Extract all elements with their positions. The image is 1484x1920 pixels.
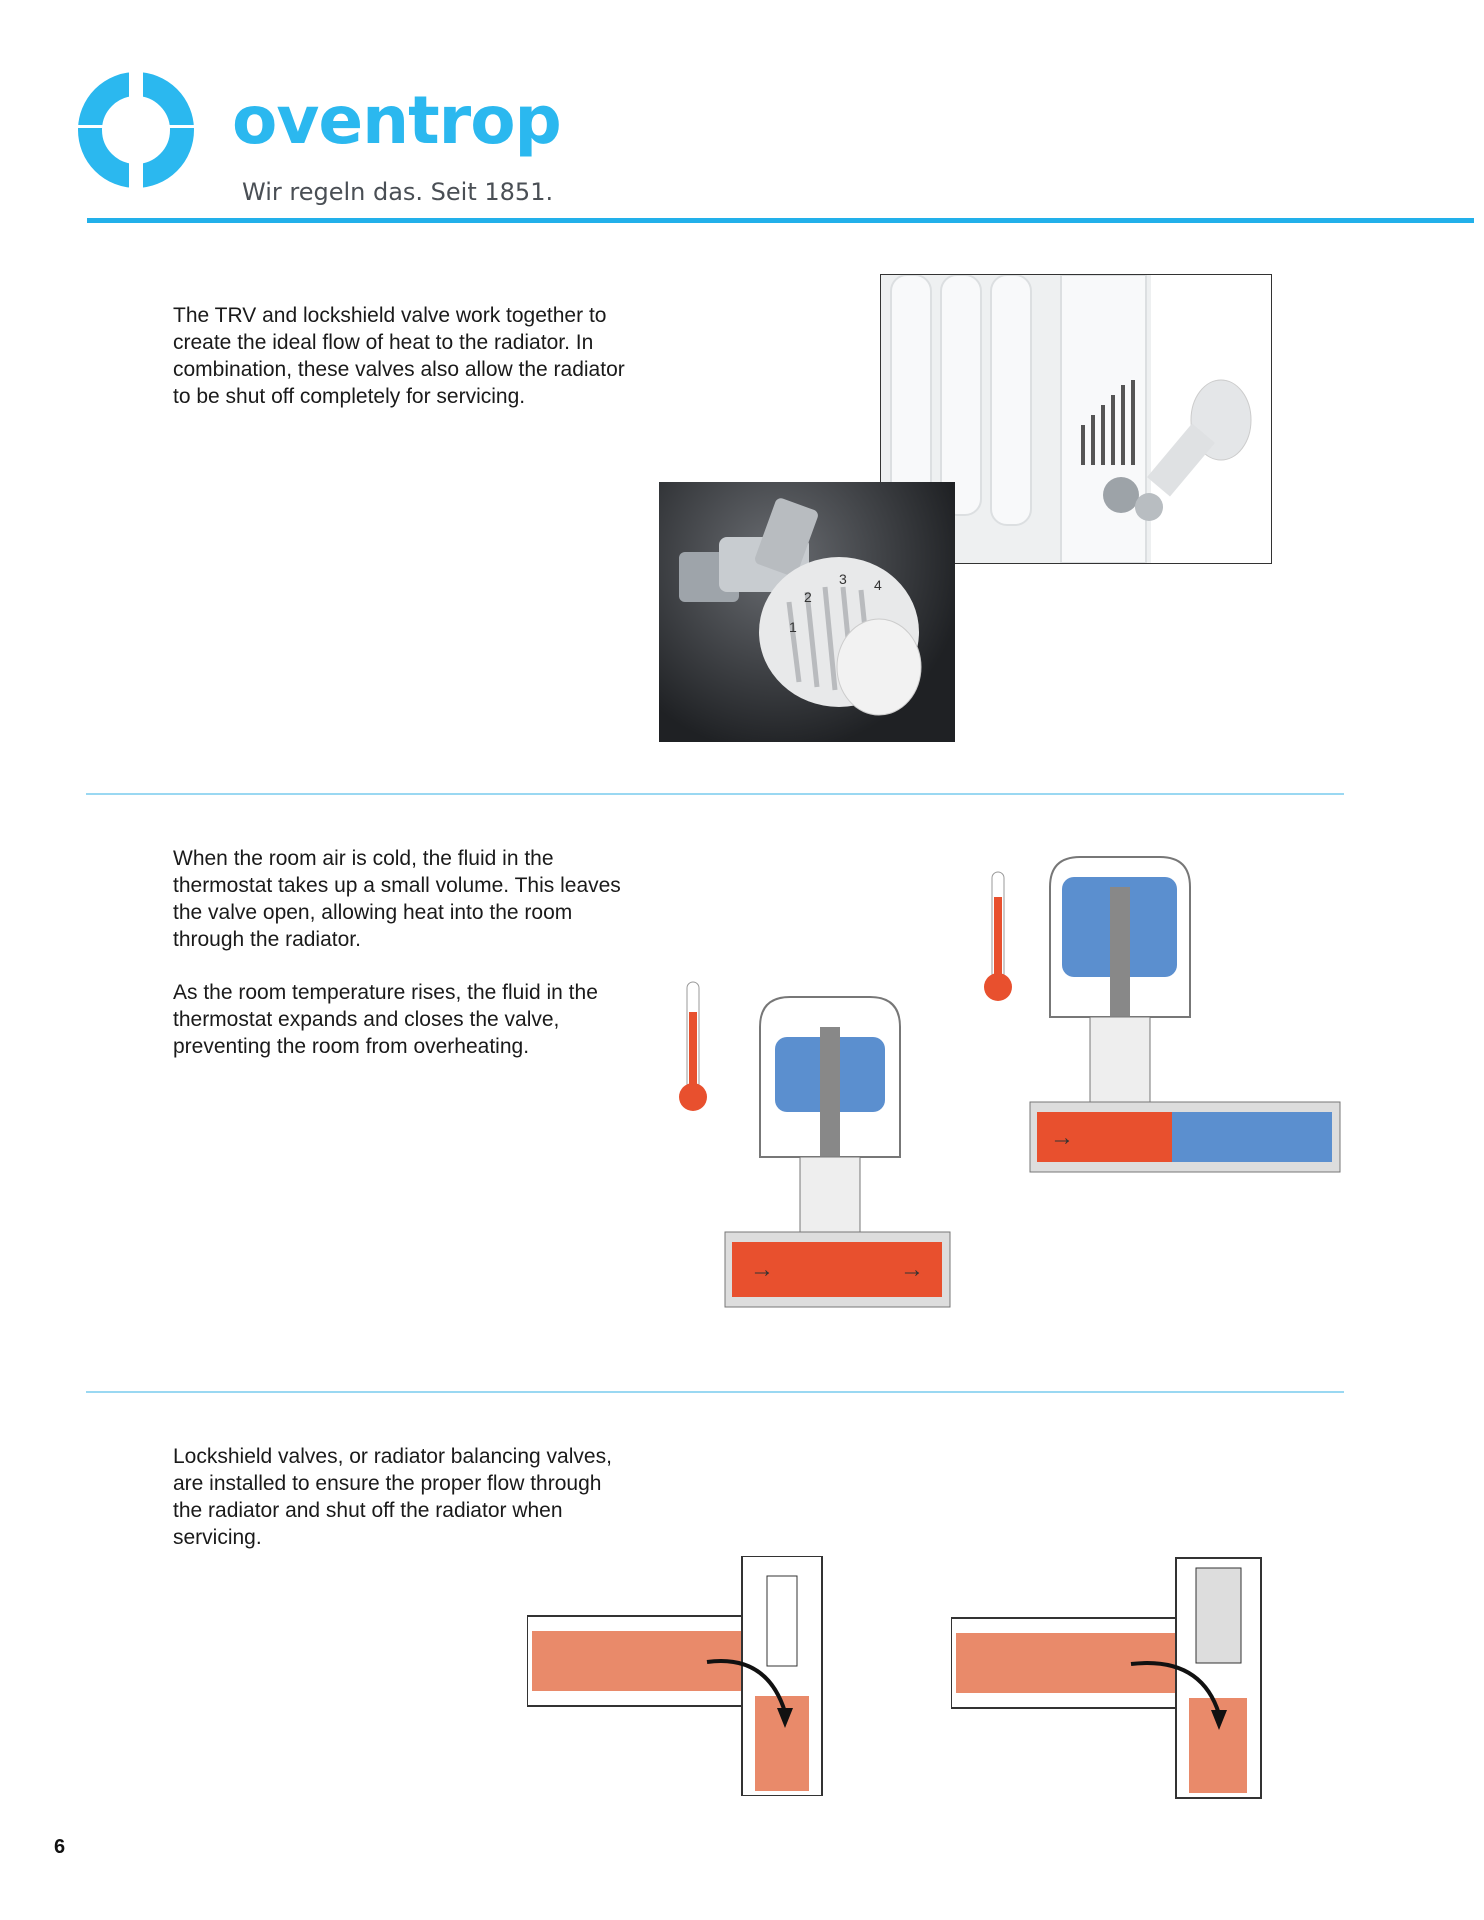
brand-name: oventrop bbox=[232, 82, 561, 159]
thermometer-icon bbox=[679, 982, 707, 1111]
section-divider bbox=[86, 1391, 1344, 1393]
header-rule bbox=[87, 218, 1474, 223]
trv-photo bbox=[659, 482, 955, 742]
oventrop-logo bbox=[75, 70, 197, 190]
lockshield-paragraph: Lockshield valves, or radiator balancing valves, are installed to ensure the proper flow through the radiator and shut off the radiator when servicing. bbox=[173, 1445, 612, 1549]
section-divider bbox=[86, 793, 1344, 795]
open-valve-cutaway bbox=[725, 997, 950, 1307]
lockshield-diagram-open bbox=[527, 1556, 883, 1796]
brand-tagline: Wir regeln das. Seit 1851. bbox=[242, 178, 554, 206]
closed-valve-cutaway bbox=[1030, 857, 1340, 1172]
cold-room-paragraph: When the room air is cold, the fluid in the thermostat takes up a small volume. This leaves the valve open, allowing heat into the room through the radiator. bbox=[173, 847, 621, 951]
svg-text:→: → bbox=[750, 1256, 774, 1283]
intro-paragraph: The TRV and lockshield valve work together to create the ideal flow of heat to the radiator. In combination, these valves also allow the radiator to be shut off completely for servicing. bbox=[173, 304, 625, 408]
warm-room-paragraph: As the room temperature rises, the fluid in the thermostat expands and closes the valve, preventing the room from overheating. bbox=[173, 981, 598, 1058]
svg-text:→: → bbox=[1050, 1124, 1074, 1151]
thermometer-icon bbox=[984, 872, 1012, 1001]
dial-number: 2 bbox=[804, 589, 812, 605]
lockshield-diagram-closed bbox=[951, 1538, 1317, 1800]
dial-number: 4 bbox=[874, 577, 882, 593]
logo-ring-icon bbox=[75, 70, 197, 190]
dial-number: 1 bbox=[789, 619, 797, 635]
dial-number: 3 bbox=[839, 571, 847, 587]
svg-text:→: → bbox=[900, 1256, 924, 1283]
trv-operation-diagram bbox=[650, 827, 1344, 1380]
page-number: 6 bbox=[54, 1836, 66, 1858]
